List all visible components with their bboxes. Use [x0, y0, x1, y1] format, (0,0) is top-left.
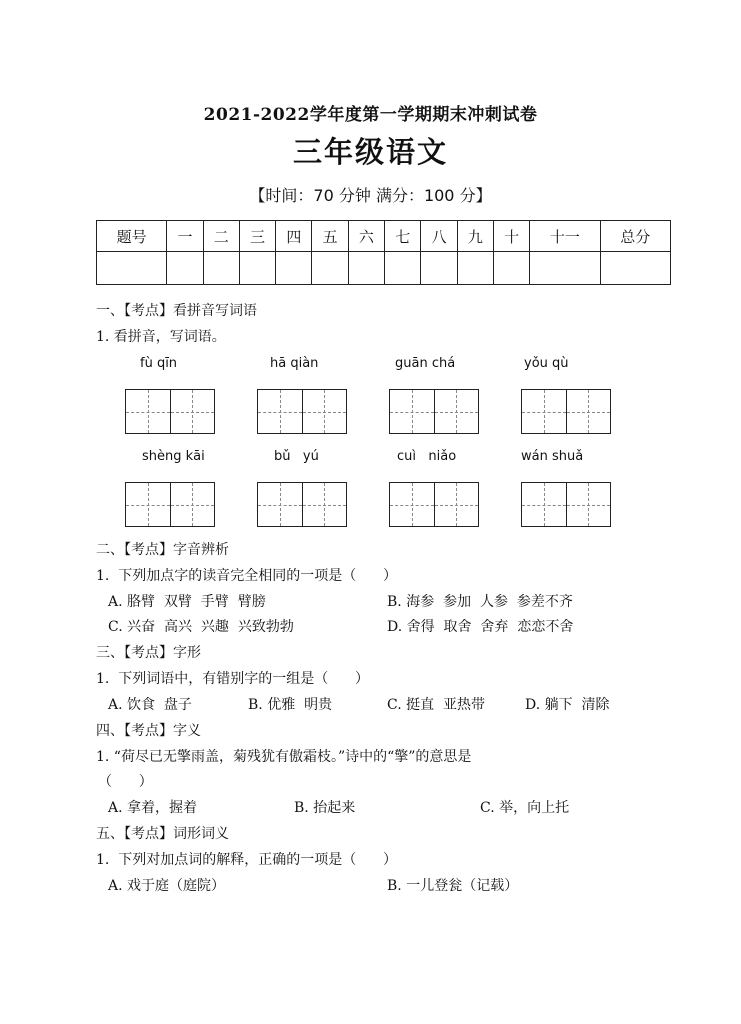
score-header-cell: 六 — [348, 221, 384, 252]
score-header-cell: 四 — [276, 221, 312, 252]
score-value-cell[interactable] — [385, 252, 421, 285]
exam-title: 2021-2022学年度第一学期期末冲刺试卷 — [203, 105, 538, 125]
writing-grid[interactable] — [125, 482, 215, 527]
score-header-cell: 三 — [239, 221, 275, 252]
option-a[interactable]: A. 胳臂 双臂 手臂 臂膀 — [108, 594, 266, 610]
score-value-cell[interactable] — [276, 252, 312, 285]
section-1-title: 一、【考点】看拼音写词语 — [96, 303, 257, 319]
option-a[interactable]: A. 饮食 盘子 — [108, 697, 192, 713]
score-value-cell[interactable] — [239, 252, 275, 285]
option-c[interactable]: C. 举，向上托 — [480, 800, 570, 816]
score-table-header-row — [97, 221, 671, 252]
section-5-title: 五、【考点】词形词义 — [96, 826, 229, 842]
writing-grid[interactable] — [389, 482, 479, 527]
writing-grid[interactable] — [125, 389, 215, 434]
writing-grid[interactable] — [257, 482, 347, 527]
score-table-value-row — [97, 252, 671, 285]
pinyin-label: fù qīn — [140, 356, 178, 371]
pinyin-label: bǔ yú — [274, 449, 319, 464]
writing-grid[interactable] — [257, 389, 347, 434]
section-1-question: 1. 看拼音，写词语。 — [96, 329, 226, 345]
score-value-cell[interactable] — [348, 252, 384, 285]
score-value-cell[interactable] — [167, 252, 203, 285]
score-header-cell: 二 — [203, 221, 239, 252]
score-header-cell: 十 — [493, 221, 529, 252]
pinyin-label: shèng kāi — [142, 449, 205, 464]
writing-grid[interactable] — [521, 389, 611, 434]
option-b[interactable]: B. 海参 参加 人参 参差不齐 — [387, 594, 573, 610]
answer-paren: （ ） — [98, 774, 153, 790]
score-header-cell: 五 — [312, 221, 348, 252]
writing-grid[interactable] — [521, 482, 611, 527]
option-c[interactable]: C. 兴奋 高兴 兴趣 兴致勃勃 — [108, 619, 294, 635]
section-4-title: 四、【考点】字义 — [96, 723, 201, 739]
pinyin-label: hā qiàn — [270, 356, 319, 371]
score-header-cell: 九 — [457, 221, 493, 252]
section-4-question: 1. “荷尽已无擎雨盖，菊残犹有傲霜枝。”诗中的“擎”的意思是 — [96, 749, 472, 765]
pinyin-label: wán shuǎ — [521, 449, 584, 464]
section-3-title: 三、【考点】字形 — [96, 645, 201, 661]
option-b[interactable]: B. 抬起来 — [294, 800, 356, 816]
score-value-cell[interactable] — [203, 252, 239, 285]
pinyin-label: cuì niǎo — [397, 449, 457, 464]
section-2-question: 1. 下列加点字的读音完全相同的一项是（ ） — [96, 568, 397, 584]
section-5-question: 1. 下列对加点词的解释，正确的一项是（ ） — [96, 852, 397, 868]
option-b[interactable]: B. 一儿登瓮（记载） — [387, 878, 519, 894]
score-value-cell[interactable] — [312, 252, 348, 285]
option-a[interactable]: A. 拿着，握着 — [108, 800, 198, 816]
score-value-cell[interactable] — [493, 252, 529, 285]
writing-grid[interactable] — [389, 389, 479, 434]
pinyin-label: yǒu qù — [524, 356, 569, 371]
section-2-title: 二、【考点】字音辨析 — [96, 542, 229, 558]
score-header-cell: 八 — [421, 221, 457, 252]
score-value-cell[interactable] — [97, 252, 167, 285]
pinyin-label: guān chá — [395, 356, 456, 371]
score-header-cell: 题号 — [97, 221, 167, 252]
score-value-cell[interactable] — [421, 252, 457, 285]
option-a[interactable]: A. 戏于庭（庭院） — [108, 878, 226, 894]
score-value-cell[interactable] — [600, 252, 670, 285]
option-c[interactable]: C. 挺直 亚热带 — [387, 697, 486, 713]
score-value-cell[interactable] — [530, 252, 600, 285]
time-info: 【时间：70 分钟 满分：100 分】 — [249, 186, 492, 205]
score-header-cell: 一 — [167, 221, 203, 252]
score-header-cell: 七 — [385, 221, 421, 252]
score-header-cell: 十一 — [530, 221, 600, 252]
option-d[interactable]: D. 舍得 取舍 舍弃 恋恋不舍 — [387, 619, 574, 635]
subject-title: 三年级语文 — [292, 135, 448, 169]
option-d[interactable]: D. 躺下 清除 — [525, 697, 610, 713]
score-value-cell[interactable] — [457, 252, 493, 285]
section-3-question: 1. 下列词语中，有错别字的一组是（ ） — [96, 671, 369, 687]
score-header-cell: 总分 — [600, 221, 670, 252]
score-table — [96, 220, 671, 285]
option-b[interactable]: B. 优雅 明贵 — [248, 697, 333, 713]
